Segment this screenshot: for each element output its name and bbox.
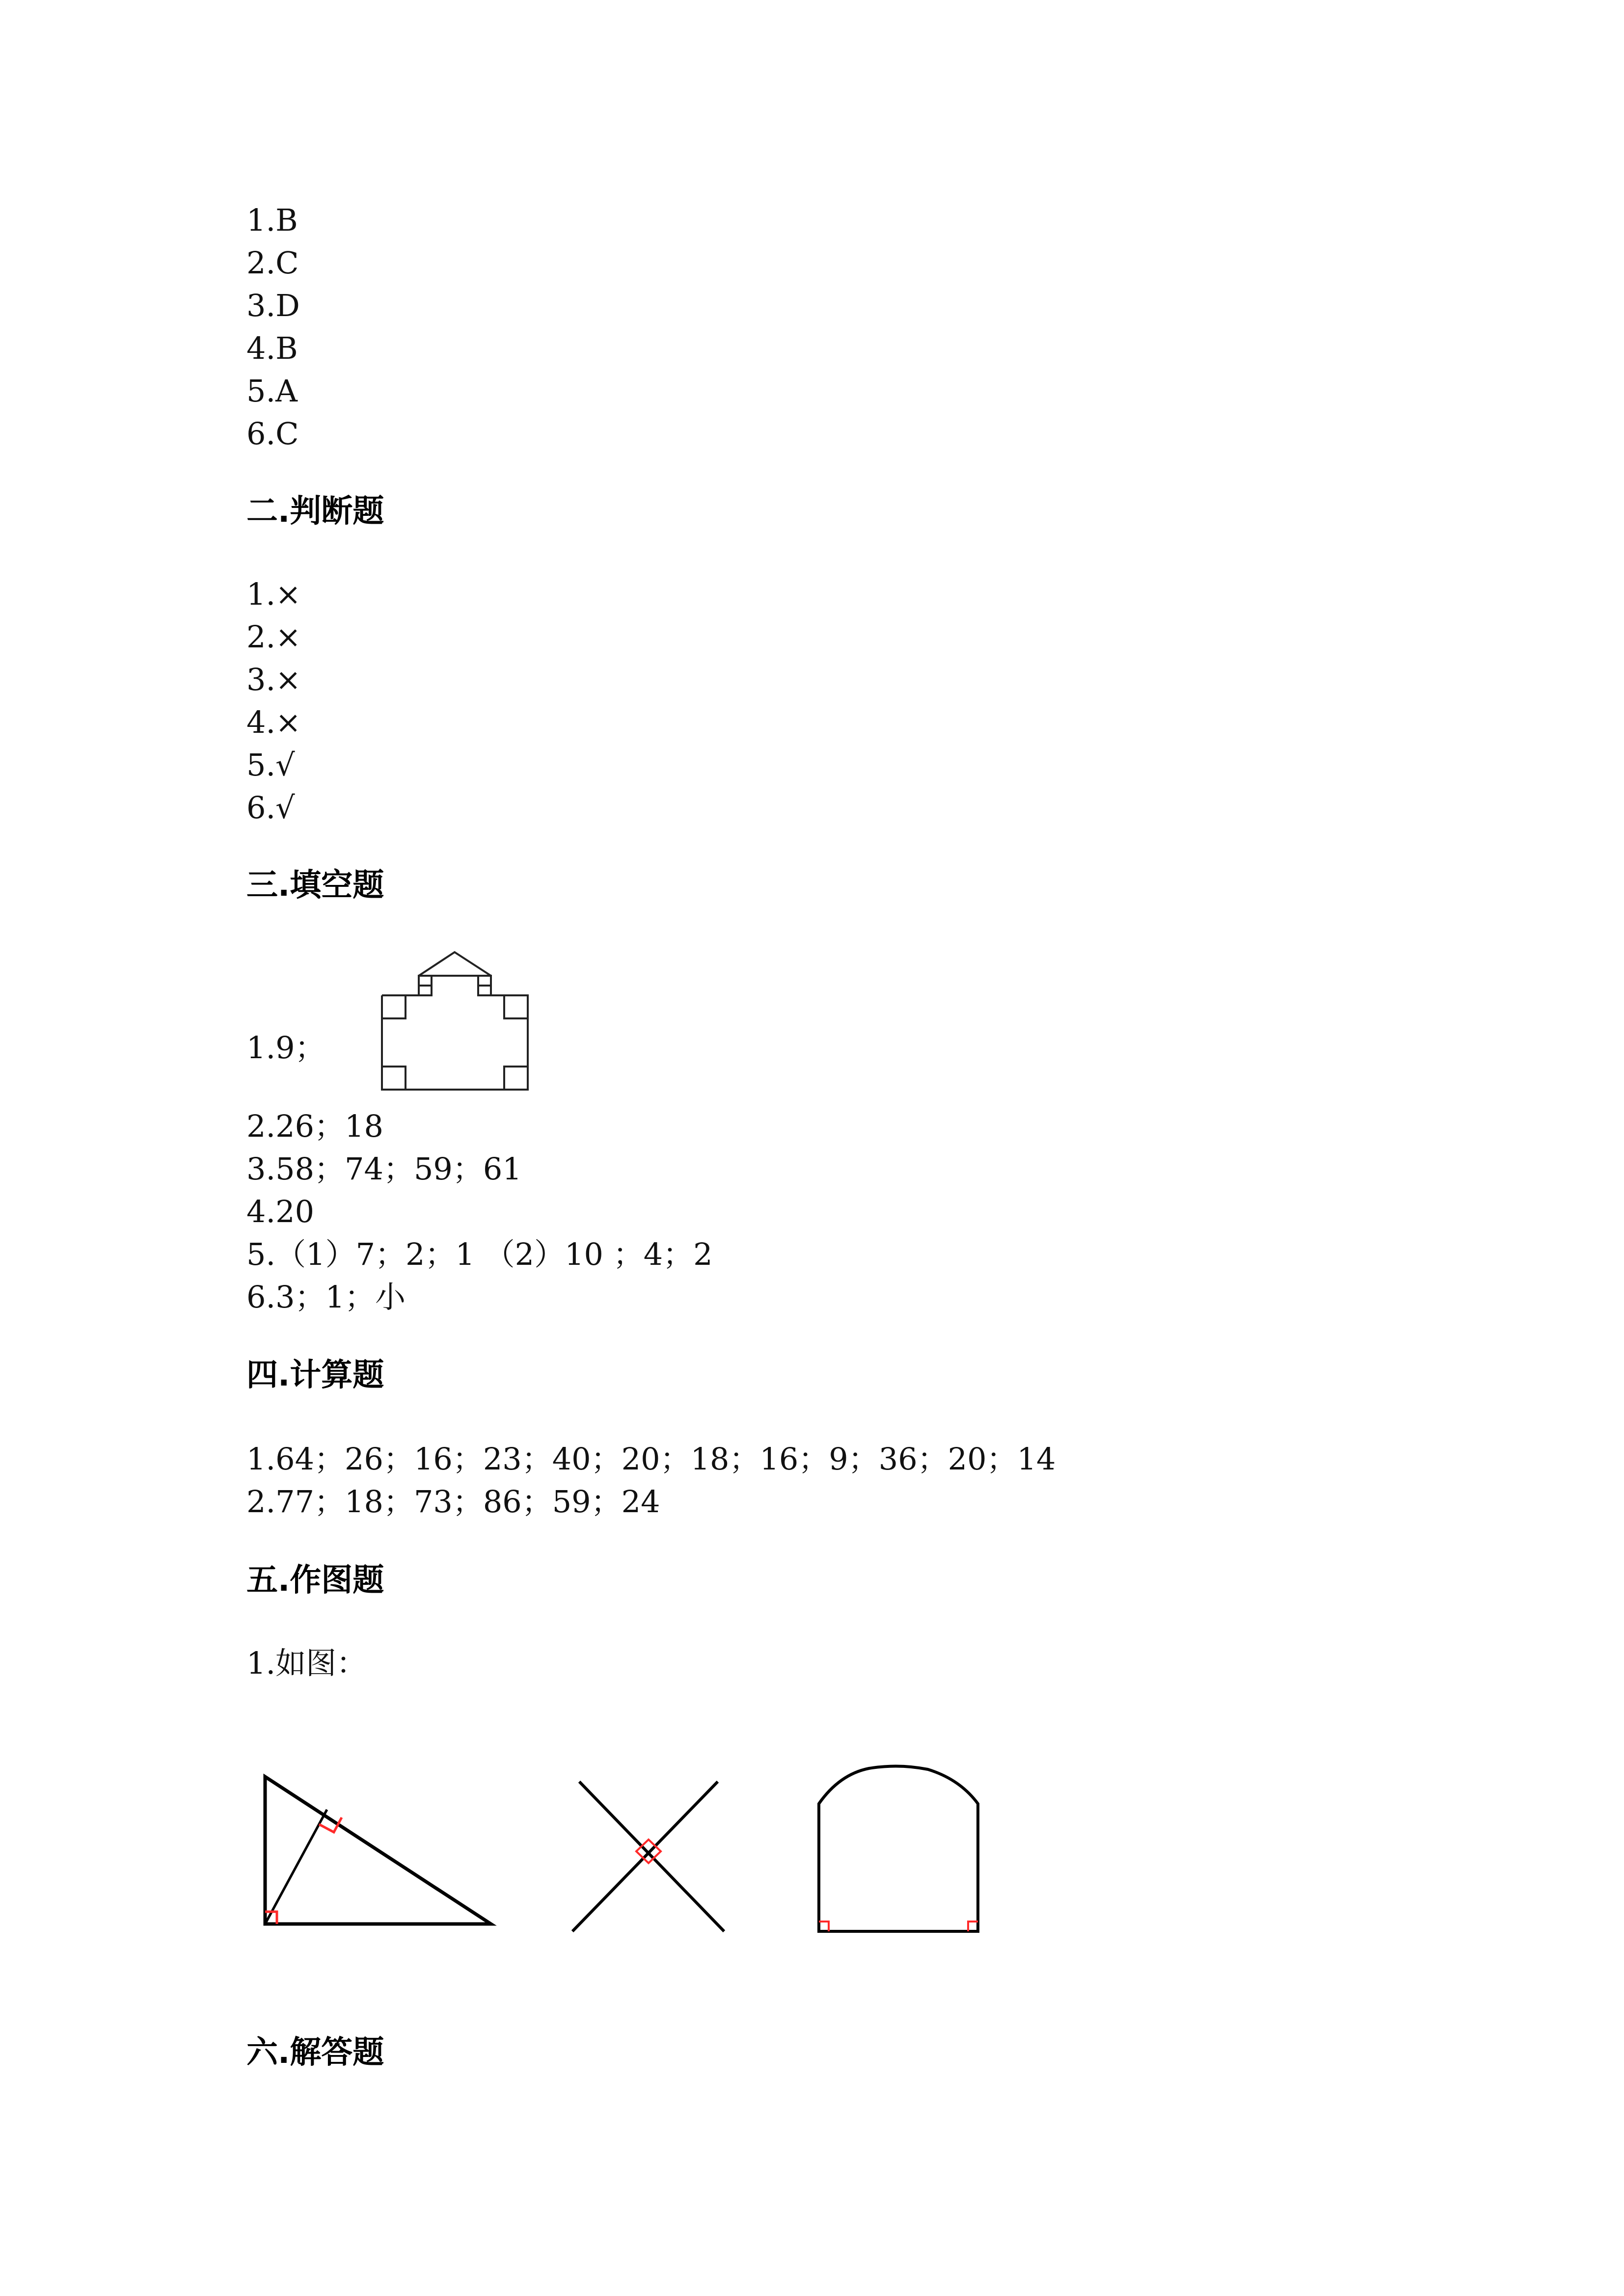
perpendicular-lines-figure: [565, 1767, 727, 1939]
calc-answer-2: 2.77；18；73；86；59；24: [246, 1484, 660, 1520]
right-angle-mark: [382, 995, 406, 1018]
line-a: [579, 1782, 724, 1931]
right-angle-mark: [382, 1067, 406, 1090]
house-shape-figure: [373, 945, 535, 1092]
choice-answer-6: 6.C: [246, 416, 299, 452]
door-outline: [819, 1766, 978, 1931]
choice-answer-5: 5.A: [246, 373, 298, 409]
section-heading-drawing: 五.作图题: [246, 1562, 384, 1599]
judgement-answer-2: 2.×: [246, 619, 301, 655]
altitude-line: [265, 1810, 327, 1924]
section-heading-judgement: 二.判断题: [246, 493, 384, 530]
right-angle-mark: [504, 1067, 528, 1090]
line-b: [572, 1782, 718, 1931]
house-roof: [419, 952, 491, 976]
house-outline: [382, 976, 528, 1090]
right-angle-mark: [504, 995, 528, 1018]
choice-answer-4: 4.B: [246, 330, 298, 366]
fill-answer-6: 6.3；1；小: [246, 1279, 406, 1315]
judgement-answer-6: 6.√: [246, 790, 295, 826]
fill-answer-1: 1.9；: [246, 1030, 325, 1066]
judgement-answer-3: 3.×: [246, 662, 301, 697]
fill-answer-4: 4.20: [246, 1194, 315, 1229]
door-shape-figure: [810, 1755, 987, 1936]
section-heading-answer: 六.解答题: [246, 2034, 384, 2071]
triangle-outline: [265, 1777, 491, 1924]
fill-answer-5: 5.（1）7；2；1 （2）10 ；4；2: [246, 1236, 713, 1272]
section-heading-calculation: 四.计算题: [246, 1357, 384, 1393]
choice-answer-1: 1.B: [246, 202, 298, 238]
calc-answer-1: 1.64；26；16；23；40；20；18；16；9；36；20；14: [246, 1441, 1056, 1477]
judgement-answer-5: 5.√: [246, 747, 295, 783]
fill-answer-3: 3.58；74；59；61: [246, 1151, 522, 1187]
judgement-answer-4: 4.×: [246, 704, 301, 740]
right-triangle-with-altitude-figure: [245, 1752, 501, 1939]
section-heading-fill-blank: 三.填空题: [246, 867, 384, 904]
choice-answer-2: 2.C: [246, 245, 299, 281]
judgement-answer-1: 1.×: [246, 576, 301, 612]
fill-answer-2: 2.26；18: [246, 1108, 383, 1144]
choice-answer-3: 3.D: [246, 288, 300, 323]
drawing-answer-1: 1.如图：: [246, 1645, 367, 1681]
